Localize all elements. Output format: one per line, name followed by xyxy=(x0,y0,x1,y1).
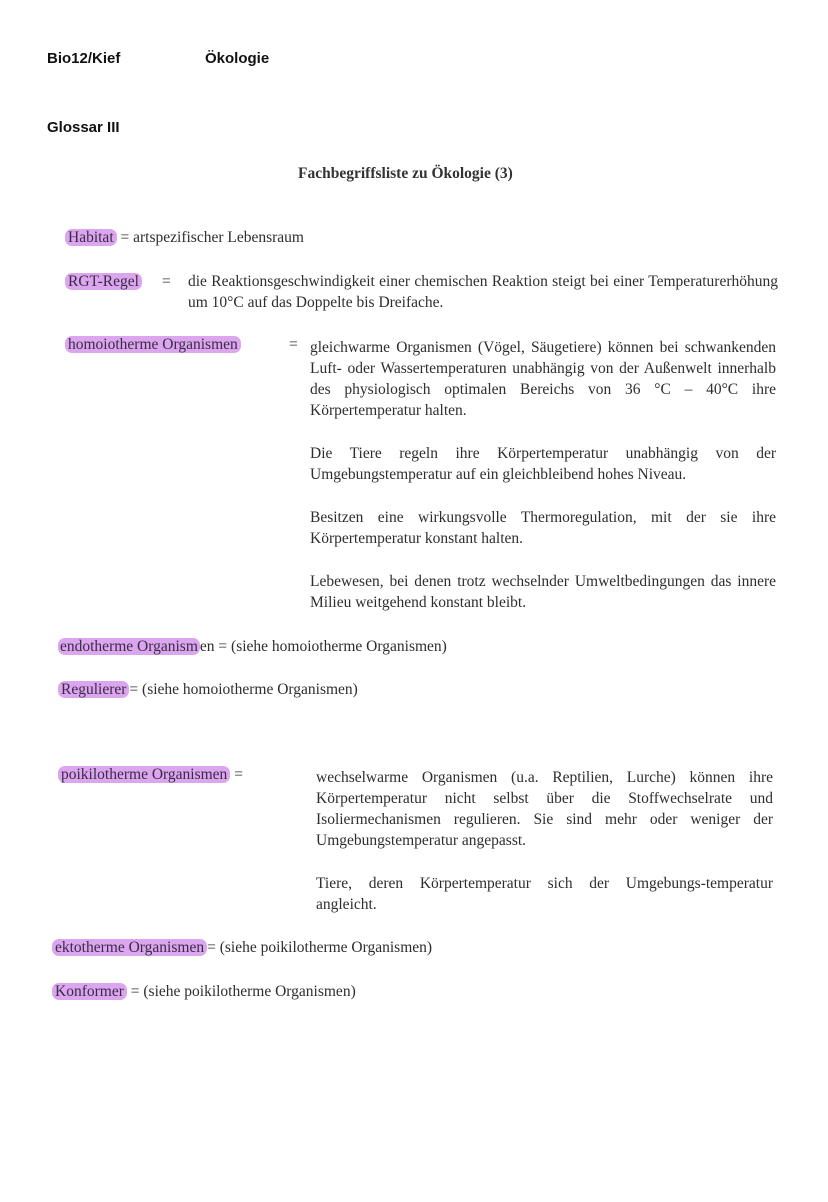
definition-paragraph: Tiere, deren Körpertemperatur sich der Umgebungs-temperatur angleicht. xyxy=(316,875,773,913)
term-konformer: Konformer xyxy=(52,983,127,1000)
eq-sign: = xyxy=(129,681,139,698)
definition-paragraph: gleichwarme Organismen (Vögel, Säugetiere) können bei schwankenden Luft- oder Wassertemperaturen unabhängig von der Außenwelt innerhalb des physiologisch optimalen Bereichs von 36 °C – 40°C ihre Körpertemperatur halten. xyxy=(310,339,776,419)
term-poikilotherme-organismen: poikilotherme Organismen xyxy=(58,766,230,783)
term-habitat: Habitat xyxy=(65,229,117,246)
definition-paragraph: wechselwarme Organismen (u.a. Reptilien, Lurche) können ihre Körpertemperatur nicht selbst über die Stoffwechselrate und Isoliermechanismen regulieren. Sie sind mehr oder weniger der Umgebungstemperatur angepasst. xyxy=(316,769,773,849)
definition-paragraph: Besitzen eine wirkungsvolle Thermoregulation, mit der sie ihre Körpertemperatur konstant halten. xyxy=(310,509,776,547)
entry-rgt-term-row xyxy=(65,271,142,292)
entry-habitat xyxy=(65,227,304,248)
definition-rgt-regel: die Reaktionsgeschwindigkeit einer chemischen Reaktion steigt bei einer Temperaturerhöhung um 10°C auf das Doppelte bis Dreifache. xyxy=(188,273,778,311)
definition-endotherme-organismen: (siehe homoiotherme Organismen) xyxy=(231,638,447,655)
entry-homoiotherm-term-row xyxy=(65,334,241,355)
eq-sign: = xyxy=(130,983,140,1000)
eq-sign: = xyxy=(162,273,171,290)
definition-regulierer: (siehe homoiotherme Organismen) xyxy=(142,681,358,698)
glossary-label: Glossar III xyxy=(47,119,120,136)
eq-sign: = xyxy=(207,939,216,956)
eq-sign: = xyxy=(218,638,228,655)
term-rgt-regel: RGT-Regel xyxy=(65,273,142,290)
entry-regulierer xyxy=(58,679,358,700)
definition-ektotherme-organismen: (siehe poikilotherme Organismen) xyxy=(219,939,433,956)
term-ektotherme-organismen: ektotherme Organismen xyxy=(52,939,207,956)
entry-poikilotherm-term-row xyxy=(58,764,243,785)
definition-homoiotherme-organismen xyxy=(310,337,776,613)
eq-sign: = xyxy=(234,766,243,783)
entry-konformer xyxy=(52,981,356,1002)
subject-label: Ökologie xyxy=(205,50,270,67)
eq-sign: = xyxy=(120,229,130,246)
entry-ektotherm xyxy=(52,937,432,958)
definition-poikilotherme-organismen xyxy=(316,767,773,915)
term-regulierer: Regulierer xyxy=(58,681,129,698)
definition-habitat: artspezifischer Lebensraum xyxy=(133,229,304,246)
eq-sign: = xyxy=(289,336,298,353)
page-title: Fachbegriffsliste zu Ökologie (3) xyxy=(298,165,513,182)
term-endotherme-organismen-rest: en xyxy=(199,638,215,655)
definition-paragraph: Lebewesen, bei denen trotz wechselnder Umweltbedingungen das innere Milieu weitgehend konstant bleibt. xyxy=(310,573,776,611)
term-homoiotherme-organismen: homoiotherme Organismen xyxy=(65,336,241,353)
entry-endotherm xyxy=(58,636,447,657)
definition-konformer: (siehe poikilotherme Organismen) xyxy=(143,983,356,1000)
term-endotherme-organismen-highlighted: endotherme Organism xyxy=(60,638,198,655)
course-label: Bio12/Kief xyxy=(47,50,121,67)
definition-paragraph: Die Tiere regeln ihre Körpertemperatur unabhängig von der Umgebungstemperatur auf ein gleichbleibend hohes Niveau. xyxy=(310,445,776,483)
